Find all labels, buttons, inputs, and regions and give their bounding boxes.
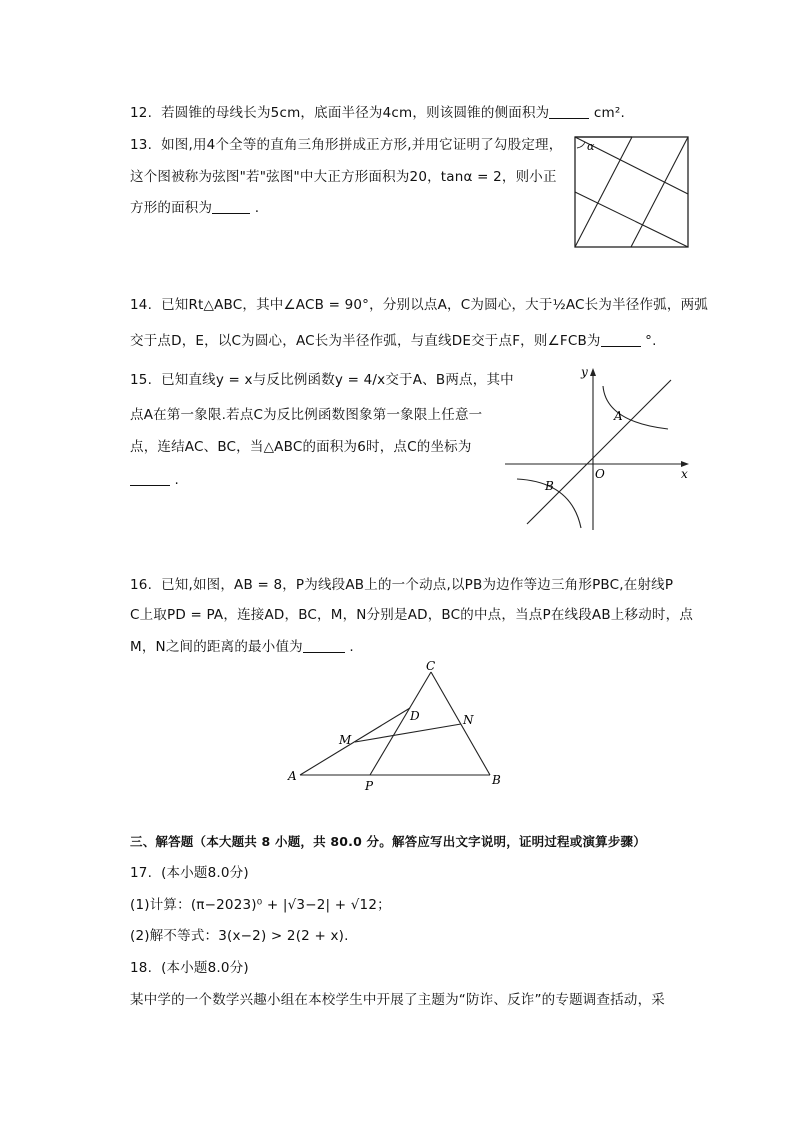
q14-degree: °.	[640, 333, 657, 349]
section3-heading-text: 三、解答题（本大题共 8 小题，共 80.0 分。解答应写出文字说明，证明过程或演算步骤）	[130, 834, 646, 849]
q15-line2	[130, 405, 482, 425]
q13-text-line1: 如图,用4个全等的直角三角形拼成正方形,并用它证明了勾股定理，	[161, 137, 563, 153]
q13-line2	[130, 167, 557, 187]
q14-number: 14.	[130, 297, 153, 313]
q16-point-d-label: D	[410, 709, 420, 723]
q16-point-a-label: A	[288, 769, 297, 783]
q12-text: 若圆锥的母线长为5cm，底面半径为4cm，则该圆锥的侧面积为	[161, 105, 550, 121]
q18-header	[130, 958, 249, 978]
q13-answer-blank	[212, 199, 250, 214]
q16-text-line2: C上取PD = PA，连接AD，BC，M，N分别是AD，BC的中点，当点P在线段AB上移动时，点	[130, 607, 694, 623]
q12-unit: cm².	[589, 105, 625, 121]
q17-part1-text: (1)计算：(π−2023)⁰ + |√3−2| + √12；	[130, 897, 391, 913]
q17-part1	[130, 895, 391, 915]
q16-triangle-figure	[282, 656, 512, 796]
q15-x-label: x	[681, 467, 688, 481]
q13-period: .	[250, 200, 260, 216]
q16-answer-blank	[303, 638, 345, 653]
q15-number: 15.	[130, 372, 153, 388]
q16-number: 16.	[130, 577, 153, 593]
q13-pythagoras-figure	[572, 134, 692, 250]
q17-header	[130, 863, 249, 883]
q17-score: (本小题8.0分)	[161, 865, 249, 881]
q16-point-b-label: B	[492, 773, 501, 787]
q15-function-graph	[505, 364, 695, 534]
q14-answer-blank	[601, 332, 641, 347]
q13-text-line3: 方形的面积为	[130, 200, 213, 216]
q16-point-n-label: N	[463, 713, 474, 727]
q18-number: 18.	[130, 960, 153, 976]
q16-line3	[130, 637, 354, 657]
q15-text-line3: 点，连结AC、BC，当△ABC的面积为6时，点C的坐标为	[130, 439, 472, 455]
q18-line1	[130, 990, 665, 1010]
q13-line1	[130, 135, 562, 155]
q16-text-line1: 已知,如图，AB = 8，P为线段AB上的一个动点,以PB为边作等边三角形PBC,在射线P	[161, 577, 674, 593]
q16-text-line3: M，N之间的距离的最小值为	[130, 639, 303, 655]
q15-text-line1: 已知直线y = x与反比例函数y = 4/x交于A、B两点，其中	[161, 372, 514, 388]
q13-number: 13.	[130, 137, 153, 153]
q12-number: 12.	[130, 105, 153, 121]
q16-point-c-label: C	[426, 659, 436, 673]
q15-period: .	[170, 472, 179, 488]
q16-line1	[130, 575, 673, 595]
q13-line3	[130, 198, 259, 218]
q12-answer-blank	[549, 104, 589, 119]
q18-score: (本小题8.0分)	[161, 960, 249, 976]
q17-part2-text: (2)解不等式：3(x−2) > 2(2 + x).	[130, 928, 349, 944]
q16-period: .	[344, 639, 354, 655]
q13-text-line2: 这个图被称为弦图"若"弦图"中大正方形面积为20，tanα = 2，则小正	[130, 169, 557, 185]
q13-alpha-label: α	[587, 140, 595, 153]
q14-line1	[130, 295, 708, 315]
q17-part2	[130, 926, 349, 946]
q16-point-p-label: P	[365, 779, 374, 793]
q15-origin-label: O	[595, 467, 605, 481]
q16-line2	[130, 605, 693, 625]
q17-number: 17.	[130, 865, 153, 881]
q14-text-line1: 已知Rt△ABC，其中∠ACB = 90°，分别以点A，C为圆心，大于½AC长为半径作弧，两弧	[161, 297, 708, 313]
section3-heading	[130, 832, 646, 852]
q14-text-line2: 交于点D，E，以C为圆心，AC长为半径作弧，与直线DE交于点F，则∠FCB为	[130, 333, 601, 349]
q16-point-m-label: M	[339, 733, 352, 747]
q15-point-b-label: B	[545, 479, 554, 493]
q18-text-line1: 某中学的一个数学兴趣小组在本校学生中开展了主题为“防诈、反诈”的专题调查括动，采	[130, 992, 665, 1008]
q15-line3	[130, 437, 472, 457]
q15-y-label: y	[581, 365, 588, 379]
q15-line4	[130, 470, 179, 490]
q15-point-a-label: A	[614, 409, 623, 423]
q15-answer-blank	[130, 471, 170, 486]
q14-line2	[130, 331, 657, 351]
q15-text-line2: 点A在第一象限.若点C为反比例函数图象第一象限上任意一	[130, 407, 483, 423]
q12-line	[130, 103, 625, 123]
q15-line1	[130, 370, 514, 390]
